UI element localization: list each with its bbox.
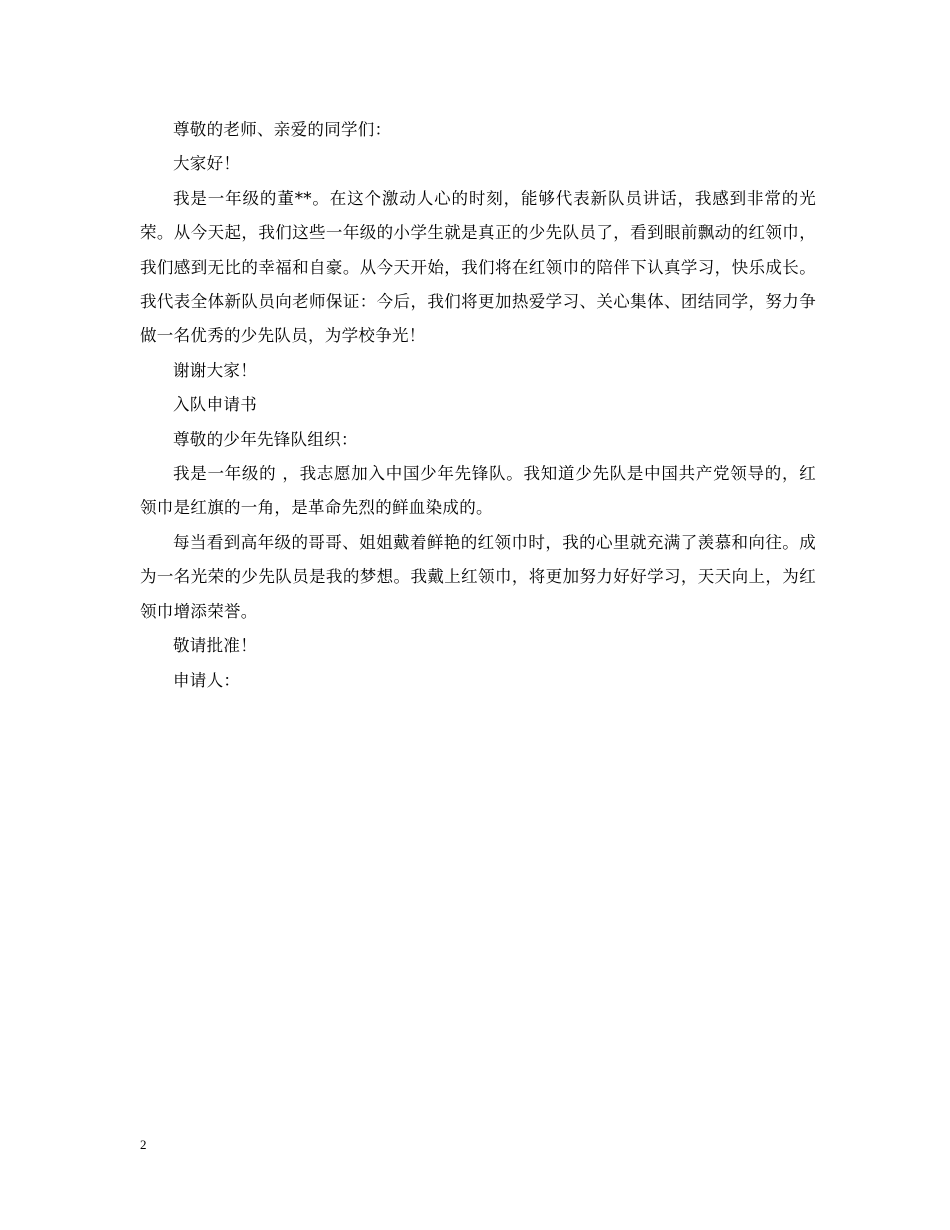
applicant-line: 申请人： [173,670,241,690]
application-paragraph-2: 每当看到高年级的哥哥、姐姐戴着鲜艳的红领巾时，我的心里就充满了羡慕和向往。成为一名光荣的少先队员是我的梦想。我戴上红领巾，将更加努力好好学习，天天向上，为红领巾增添荣誉。 [140,532,816,621]
application-heading: 入队申请书 [173,395,257,415]
thanks-paragraph: 谢谢大家！ [173,360,257,380]
document-body [140,113,816,698]
page-number: 2 [140,1137,147,1152]
request-approval-paragraph: 敬请批准！ [173,636,257,656]
greeting-paragraph: 尊敬的老师、亲爱的同学们： [173,120,392,139]
salutation-paragraph: 尊敬的少年先锋队组织： [173,429,358,449]
application-paragraph-1: 我是一年级的 ，我志愿加入中国少年先锋队。我知道少先队是中国共产党领导的，红领巾是红旗的一角，是革命先烈的鲜血染成的。 [140,464,816,518]
hello-paragraph: 大家好！ [173,154,241,174]
speech-paragraph: 我是一年级的董**。在这个激动人心的时刻，能够代表新队员讲话，我感到非常的光荣。从今天起，我们这些一年级的小学生就是真正的少先队员了，看到眼前飘动的红领巾，我们感到无比的幸福和自豪。从今天开始，我们将在红领巾的陪伴下认真学习，快乐成长。我代表全体新队员向老师保证：今后，我们将更加热爱学习、关心集体、团结同学，努力争做一名优秀的少先队员，为学校争光！ [140,188,816,346]
